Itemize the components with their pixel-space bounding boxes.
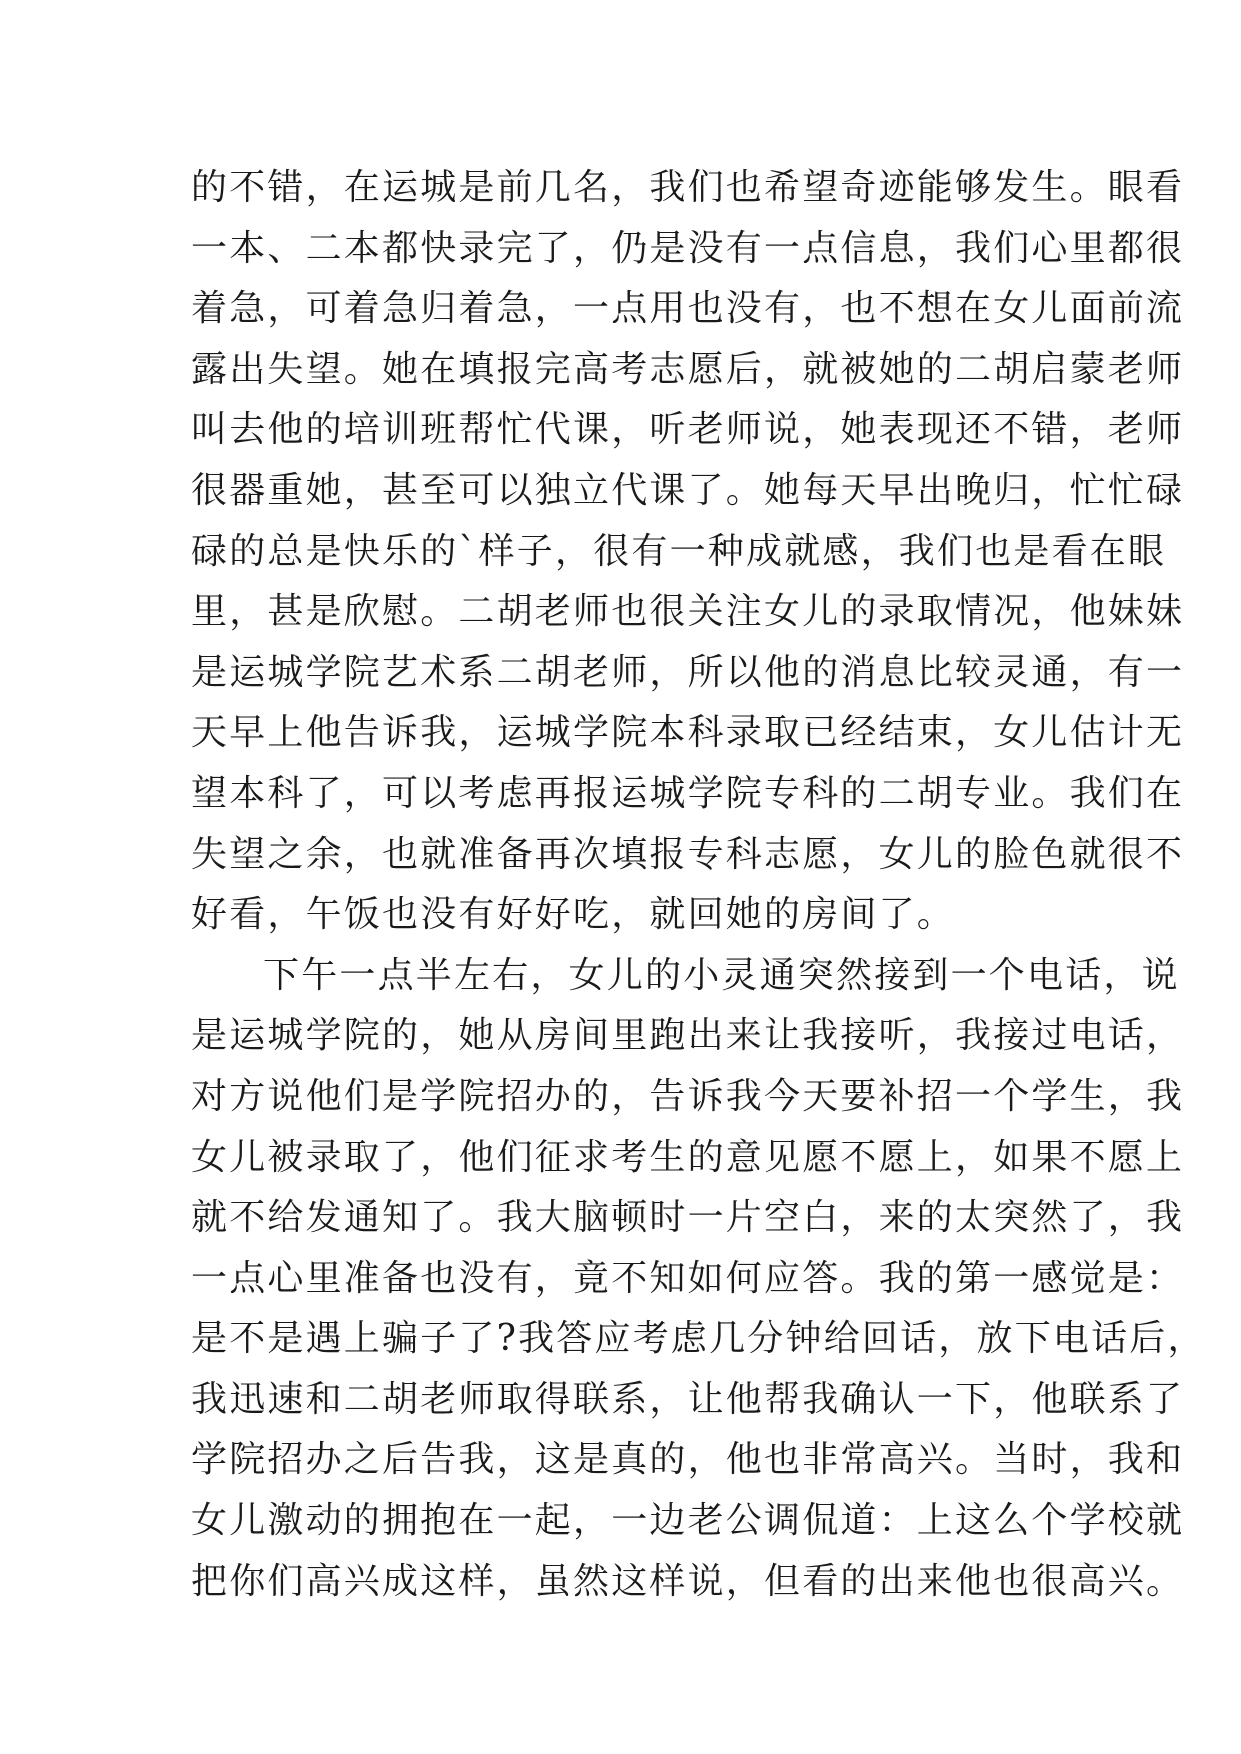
- body-text: [191, 158, 1206, 1612]
- text-line: 天早上他告诉我，运城学院本科录取已经结束，女儿估计无: [191, 712, 1185, 754]
- text-line: 叫去他的培训班帮忙代课，听老师说，她表现还不错，老师: [191, 409, 1185, 451]
- text-line: 碌的总是快乐的`样子，很有一种成就感，我们也是看在眼: [191, 530, 1167, 572]
- text-line: 我迅速和二胡老师取得联系，让他帮我确认一下，他联系了: [191, 1378, 1185, 1420]
- text-line: 就不给发通知了。我大脑顿时一片空白，来的太突然了，我: [191, 1197, 1185, 1239]
- text-line: 对方说他们是学院招办的，告诉我今天要补招一个学生，我: [191, 1075, 1185, 1117]
- text-line: 的不错，在运城是前几名，我们也希望奇迹能够发生。眼看: [191, 167, 1185, 208]
- text-line: 女儿被录取了，他们征求考生的意见愿不愿上，如果不愿上: [191, 1136, 1185, 1178]
- text-line: 一本、二本都快录完了，仍是没有一点信息，我们心里都很: [191, 227, 1185, 269]
- text-line: 露出失望。她在填报完高考志愿后，就被她的二胡启蒙老师: [191, 348, 1185, 390]
- text-line: 把你们高兴成这样，虽然这样说，但看的出来他也很高兴。: [191, 1560, 1185, 1602]
- text-line: 很器重她，甚至可以独立代课了。她每天早出晚归，忙忙碌: [191, 469, 1185, 511]
- text-line: 失望之余，也就准备再次填报专科志愿，女儿的脸色就很不: [191, 833, 1185, 875]
- text-line: 是运城学院的，她从房间里跑出来让我接听，我接过电话，: [191, 1015, 1185, 1057]
- text-line: 望本科了，可以考虑再报运城学院专科的二胡专业。我们在: [191, 772, 1185, 814]
- text-line: 着急，可着急归着急，一点用也没有，也不想在女儿面前流: [191, 288, 1185, 330]
- text-line: 是运城学院艺术系二胡老师，所以他的消息比较灵通，有一: [191, 651, 1185, 693]
- text-line: 女儿激动的拥抱在一起，一边老公调侃道：上这么个学校就: [191, 1500, 1185, 1542]
- text-line: 一点心里准备也没有，竟不知如何应答。我的第一感觉是：: [191, 1257, 1185, 1299]
- text-line: 好看，午饭也没有好好吃，就回她的房间了。: [191, 894, 956, 936]
- text-line: 是不是遇上骗子了?我答应考虑几分钟给回话，放下电话后，: [191, 1318, 1206, 1360]
- text-line: 学院招办之后告我，这是真的，他也非常高兴。当时，我和: [191, 1439, 1185, 1481]
- paragraph-start-line: 下午一点半左右，女儿的小灵通突然接到一个电话，说: [263, 954, 1180, 996]
- text-line: 里，甚是欣慰。二胡老师也很关注女儿的录取情况，他妹妹: [191, 591, 1185, 633]
